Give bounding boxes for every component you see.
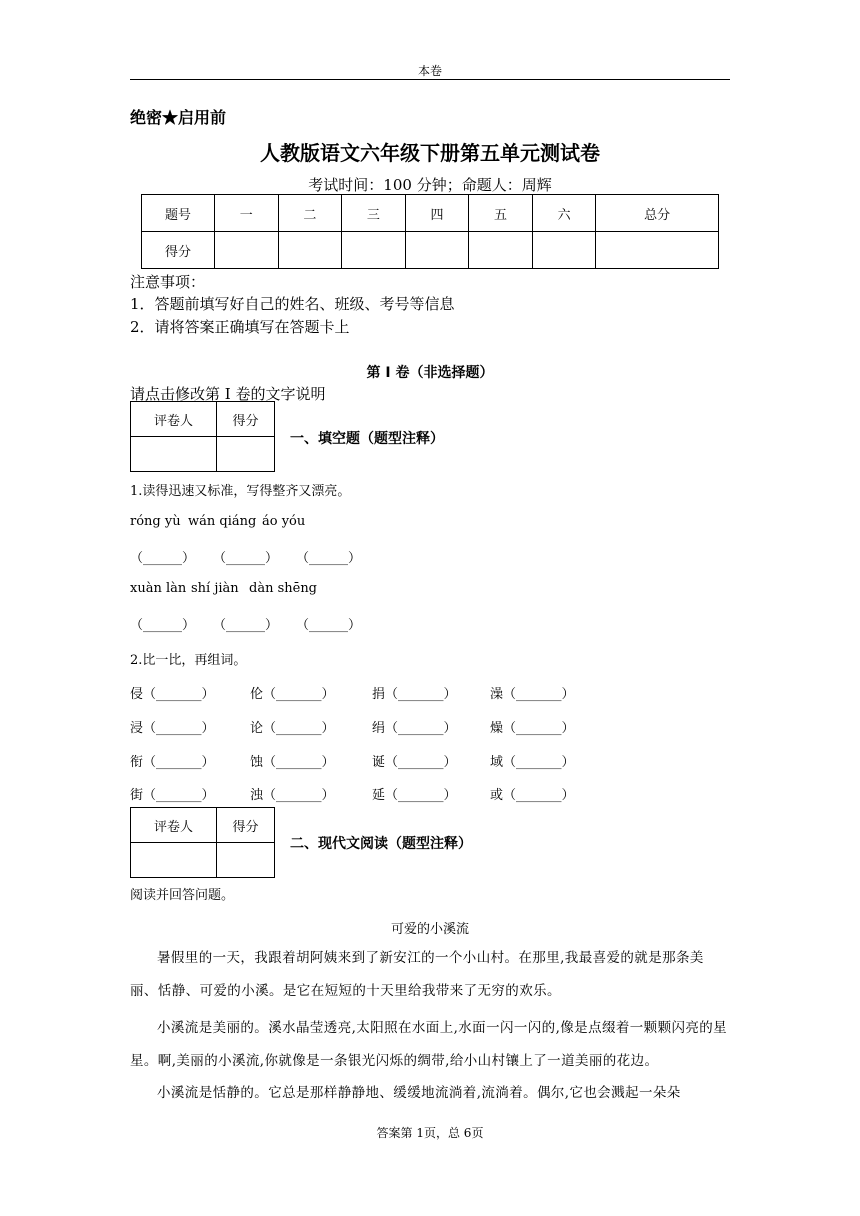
- page-footer: 答案第 1页，总 6页: [376, 1126, 484, 1140]
- compare-word[interactable]: 浊（_______）: [250, 788, 335, 803]
- score-header-cell: 六: [532, 195, 596, 232]
- pinyin: xuàn làn: [130, 581, 187, 596]
- score-header-cell: 题号: [142, 195, 215, 232]
- part-title: 二、现代文阅读（题型注释）: [290, 836, 472, 852]
- score-cell: [469, 232, 533, 269]
- story-paragraph: 小溪流是恬静的。它总是那样静静地、缓缓地流淌着,流淌着。偶尔,它也会溅起一朵朵: [157, 1085, 681, 1101]
- pinyin: shí jiàn: [191, 581, 239, 596]
- grader-reviewer-cell: [131, 843, 217, 878]
- score-header-cell: 总分: [596, 195, 719, 232]
- score-header-cell: 四: [405, 195, 469, 232]
- compare-word[interactable]: 侵（_______）: [130, 687, 215, 702]
- story-paragraph: 暑假里的一天，我跟着胡阿姨来到了新安江的一个小山村。在那里,我最喜爱的就是那条美丽、恬静、可爱的小溪。是它在短短的十天里给我带来了无穷的欢乐。: [130, 950, 704, 999]
- compare-word[interactable]: 蚀（_______）: [250, 755, 335, 770]
- part-title: 一、填空题（题型注释）: [290, 431, 444, 447]
- reading-instruction: 阅读并回答问题。: [130, 888, 235, 903]
- compare-word[interactable]: 延（_______）: [372, 788, 457, 803]
- answer-blank[interactable]: （______）: [296, 618, 362, 633]
- answer-blank[interactable]: （______）: [130, 551, 196, 566]
- pinyin: áo yóu: [262, 514, 306, 529]
- secret-label: 绝密★启用前: [130, 108, 227, 127]
- compare-word[interactable]: 燥（_______）: [490, 721, 575, 736]
- grader-score-label: 得分: [216, 808, 274, 843]
- story-paragraph: 小溪流是美丽的。溪水晶莹透亮,太阳照在水面上,水面一闪一闪的,像是点缀着一颗颗闪亮的星星。啊,美丽的小溪流,你就像是一条银光闪烁的绸带,给小山村镶上了一道美丽的花边。: [130, 1020, 728, 1069]
- score-cell: [596, 232, 719, 269]
- grader-reviewer-label: 评卷人: [131, 402, 217, 437]
- pinyin: wán qiáng: [188, 514, 257, 529]
- answer-blank[interactable]: （______）: [130, 618, 196, 633]
- score-cell: [215, 232, 279, 269]
- score-cell: [342, 232, 406, 269]
- section-title: 第 I 卷（非选择题）: [366, 365, 494, 381]
- score-table: [141, 194, 719, 269]
- compare-word[interactable]: 绢（_______）: [372, 721, 457, 736]
- score-header-cell: 五: [469, 195, 533, 232]
- score-header-cell: 三: [342, 195, 406, 232]
- compare-word[interactable]: 论（_______）: [250, 721, 335, 736]
- compare-word[interactable]: 伦（_______）: [250, 687, 335, 702]
- notice-item: 1．答题前填写好自己的姓名、班级、考号等信息: [130, 295, 455, 313]
- score-cell: [532, 232, 596, 269]
- compare-word[interactable]: 捐（_______）: [372, 687, 457, 702]
- answer-blank[interactable]: （______）: [296, 551, 362, 566]
- question-stem: 1.读得迅速又标准，写得整齐又漂亮。: [130, 484, 351, 499]
- compare-word[interactable]: 域（_______）: [490, 755, 575, 770]
- score-header-cell: 二: [278, 195, 342, 232]
- grader-score-label: 得分: [216, 402, 274, 437]
- compare-word[interactable]: 街（_______）: [130, 788, 215, 803]
- notice-item: 2．请将答案正确填写在答题卡上: [130, 318, 350, 336]
- exam-title: 人教版语文六年级下册第五单元测试卷: [260, 141, 600, 165]
- story-title: 可爱的小溪流: [390, 922, 469, 937]
- score-cell: [278, 232, 342, 269]
- question-stem: 2.比一比，再组词。: [130, 653, 247, 668]
- compare-word[interactable]: 诞（_______）: [372, 755, 457, 770]
- exam-subtitle: 考试时间：100 分钟；命题人：周辉: [308, 176, 552, 194]
- grader-score-cell: [216, 843, 274, 878]
- grader-score-cell: [216, 437, 274, 472]
- answer-blank[interactable]: （______）: [213, 618, 279, 633]
- score-table-header-row: [142, 195, 719, 232]
- score-row-label: 得分: [142, 232, 215, 269]
- grader-table: [130, 401, 275, 472]
- grader-reviewer-label: 评卷人: [131, 808, 217, 843]
- grader-reviewer-cell: [131, 437, 217, 472]
- score-table-score-row: [142, 232, 719, 269]
- grader-table: [130, 807, 275, 878]
- compare-word[interactable]: 衔（_______）: [130, 755, 215, 770]
- notice-title: 注意事项：: [130, 273, 206, 291]
- compare-word[interactable]: 或（_______）: [490, 788, 575, 803]
- score-cell: [405, 232, 469, 269]
- pinyin: dàn shēng: [249, 581, 318, 596]
- section-description: 请点击修改第 I 卷的文字说明: [130, 385, 326, 403]
- pinyin: róng yù: [130, 514, 181, 529]
- compare-word[interactable]: 澡（_______）: [490, 687, 575, 702]
- page-header: 本卷: [417, 64, 442, 78]
- header-divider: [130, 79, 730, 80]
- compare-word[interactable]: 浸（_______）: [130, 721, 215, 736]
- score-header-cell: 一: [215, 195, 279, 232]
- answer-blank[interactable]: （______）: [213, 551, 279, 566]
